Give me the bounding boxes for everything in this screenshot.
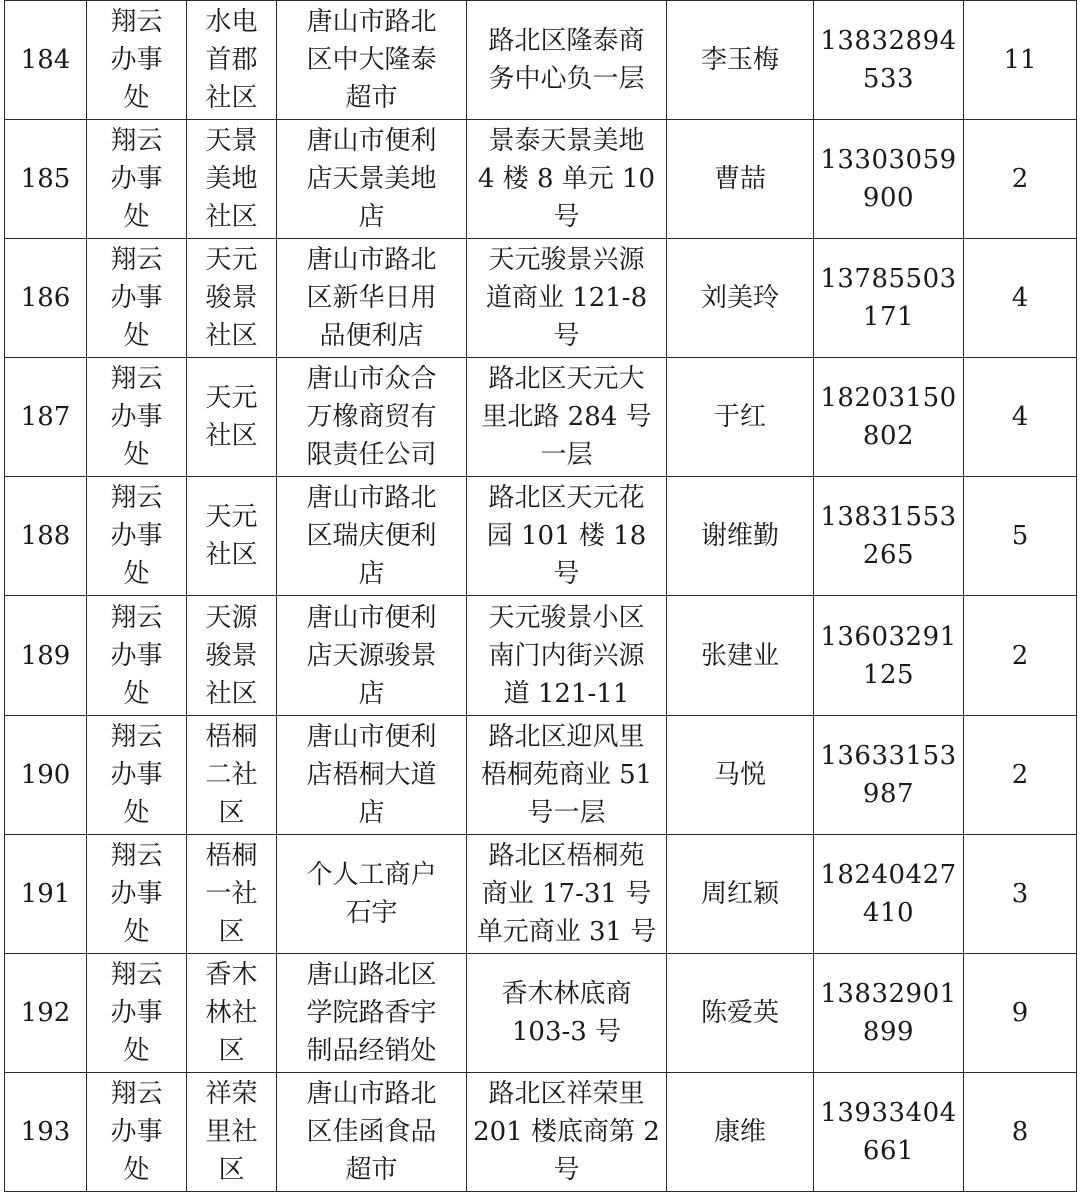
count-cell: 4 — [964, 239, 1077, 358]
count-cell: 2 — [964, 596, 1077, 715]
contact-name-cell: 李玉梅 — [667, 1, 814, 120]
phone-cell: 13603291 125 — [814, 596, 964, 715]
community-cell: 天元 社区 — [187, 358, 277, 477]
table-row — [5, 120, 1077, 239]
count-cell: 11 — [964, 1, 1077, 120]
count-cell: 2 — [964, 120, 1077, 239]
table-row — [5, 715, 1077, 834]
community-cell: 天元 骏景 社区 — [187, 239, 277, 358]
phone-cell: 13933404 661 — [814, 1072, 964, 1191]
store-name-cell: 唐山市便利 店天景美地 店 — [277, 120, 467, 239]
phone-cell: 13831553 265 — [814, 477, 964, 596]
address-cell: 路北区天元花 园 101 楼 18 号 — [467, 477, 667, 596]
phone-cell: 13832901 899 — [814, 953, 964, 1072]
community-cell: 水电 首郡 社区 — [187, 1, 277, 120]
store-list-table — [4, 0, 1077, 1192]
office-cell: 翔云 办事 处 — [87, 120, 187, 239]
store-name-cell: 个人工商户 石宇 — [277, 834, 467, 953]
phone-cell: 13785503 171 — [814, 239, 964, 358]
store-name-cell: 唐山市路北 区瑞庆便利 店 — [277, 477, 467, 596]
row-number: 190 — [5, 715, 87, 834]
contact-name-cell: 陈爱英 — [667, 953, 814, 1072]
row-number: 186 — [5, 239, 87, 358]
contact-name-cell: 周红颖 — [667, 834, 814, 953]
office-cell: 翔云 办事 处 — [87, 358, 187, 477]
community-cell: 梧桐 一社 区 — [187, 834, 277, 953]
phone-cell: 18203150 802 — [814, 358, 964, 477]
count-cell: 4 — [964, 358, 1077, 477]
row-number: 192 — [5, 953, 87, 1072]
address-cell: 路北区迎风里 梧桐苑商业 51 号一层 — [467, 715, 667, 834]
table-row — [5, 358, 1077, 477]
count-cell: 3 — [964, 834, 1077, 953]
office-cell: 翔云 办事 处 — [87, 239, 187, 358]
contact-name-cell: 康维 — [667, 1072, 814, 1191]
office-cell: 翔云 办事 处 — [87, 715, 187, 834]
phone-cell: 18240427 410 — [814, 834, 964, 953]
contact-name-cell: 于红 — [667, 358, 814, 477]
community-cell: 香木 林社 区 — [187, 953, 277, 1072]
office-cell: 翔云 办事 处 — [87, 1072, 187, 1191]
community-cell: 祥荣 里社 区 — [187, 1072, 277, 1191]
table-row — [5, 834, 1077, 953]
address-cell: 路北区梧桐苑 商业 17-31 号 单元商业 31 号 — [467, 834, 667, 953]
store-name-cell: 唐山市路北 区佳函食品 超市 — [277, 1072, 467, 1191]
address-cell: 景泰天景美地 4 楼 8 单元 10 号 — [467, 120, 667, 239]
community-cell: 天元 社区 — [187, 477, 277, 596]
address-cell: 天元骏景兴源 道商业 121-8 号 — [467, 239, 667, 358]
office-cell: 翔云 办事 处 — [87, 953, 187, 1072]
row-number: 188 — [5, 477, 87, 596]
table-row — [5, 477, 1077, 596]
phone-cell: 13303059 900 — [814, 120, 964, 239]
contact-name-cell: 马悦 — [667, 715, 814, 834]
contact-name-cell: 谢维勤 — [667, 477, 814, 596]
row-number: 187 — [5, 358, 87, 477]
address-cell: 路北区天元大 里北路 284 号 一层 — [467, 358, 667, 477]
row-number: 184 — [5, 1, 87, 120]
community-cell: 梧桐 二社 区 — [187, 715, 277, 834]
office-cell: 翔云 办事 处 — [87, 1, 187, 120]
store-name-cell: 唐山市众合 万橡商贸有 限责任公司 — [277, 358, 467, 477]
community-cell: 天源 骏景 社区 — [187, 596, 277, 715]
community-cell: 天景 美地 社区 — [187, 120, 277, 239]
store-name-cell: 唐山市路北 区新华日用 品便利店 — [277, 239, 467, 358]
count-cell: 8 — [964, 1072, 1077, 1191]
store-name-cell: 唐山市便利 店梧桐大道 店 — [277, 715, 467, 834]
address-cell: 路北区祥荣里 201 楼底商第 2 号 — [467, 1072, 667, 1191]
contact-name-cell: 张建业 — [667, 596, 814, 715]
table-row — [5, 596, 1077, 715]
count-cell: 9 — [964, 953, 1077, 1072]
row-number: 193 — [5, 1072, 87, 1191]
count-cell: 2 — [964, 715, 1077, 834]
store-name-cell: 唐山市路北 区中大隆泰 超市 — [277, 1, 467, 120]
row-number: 191 — [5, 834, 87, 953]
address-cell: 路北区隆泰商 务中心负一层 — [467, 1, 667, 120]
phone-cell: 13633153 987 — [814, 715, 964, 834]
address-cell: 天元骏景小区 南门内街兴源 道 121-11 — [467, 596, 667, 715]
contact-name-cell: 刘美玲 — [667, 239, 814, 358]
table-row — [5, 953, 1077, 1072]
table-row — [5, 239, 1077, 358]
table-row — [5, 1072, 1077, 1191]
table-body — [5, 1, 1077, 1192]
office-cell: 翔云 办事 处 — [87, 596, 187, 715]
count-cell: 5 — [964, 477, 1077, 596]
store-name-cell: 唐山路北区 学院路香宇 制品经销处 — [277, 953, 467, 1072]
office-cell: 翔云 办事 处 — [87, 834, 187, 953]
contact-name-cell: 曹喆 — [667, 120, 814, 239]
address-cell: 香木林底商 103-3 号 — [467, 953, 667, 1072]
office-cell: 翔云 办事 处 — [87, 477, 187, 596]
phone-cell: 13832894 533 — [814, 1, 964, 120]
row-number: 185 — [5, 120, 87, 239]
store-name-cell: 唐山市便利 店天源骏景 店 — [277, 596, 467, 715]
table-row — [5, 1, 1077, 120]
row-number: 189 — [5, 596, 87, 715]
